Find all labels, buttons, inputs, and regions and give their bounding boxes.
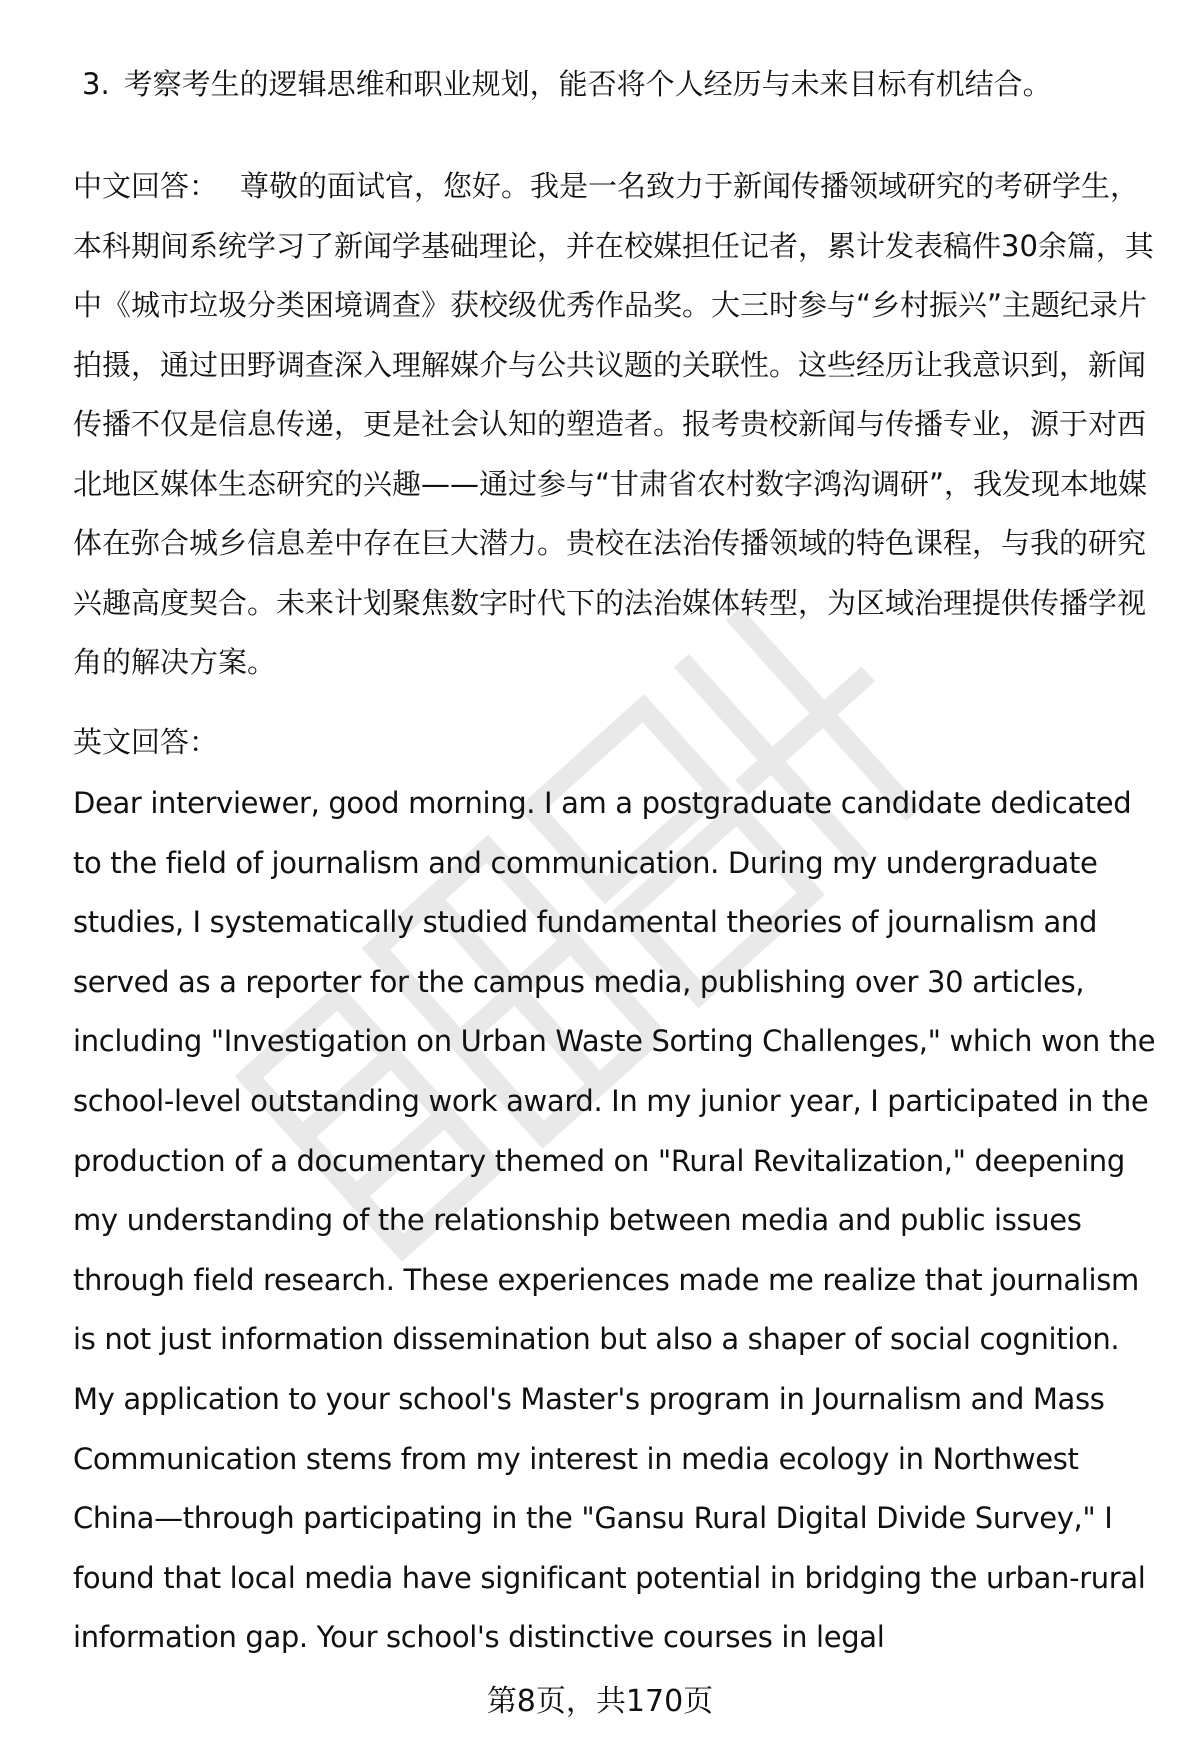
question-item-text: 考察考生的逻辑思维和职业规划，能否将个人经历与未来目标有机结合。 (123, 67, 1052, 101)
chinese-answer-paragraph (73, 157, 1155, 693)
question-item-number: 3. (82, 67, 110, 101)
english-answer-text: Dear interviewer, good morning. I am a postgraduate candidate dedicated to the field of journalism and communication. During my undergraduate studies, I systematically studied fundamental theories of journalism and served as a reporter for the campus media, publishing over 30 articles, including "Investigation on Urban Waste Sorting Challenges," which won the school-level outstanding work award. In my junior year, I participated in the production of a documentary themed on "Rural Revitalization," deepening my understanding of the relationship between media and public issues through field research. These experiences made me realize that journalism is not just information dissemination but also a shaper of social cognition. My application to your school's Master's program in Journalism and Mass Communication stems from my interest in media ecology in Northwest China—through participating in the "Gansu Rural Digital Divide Survey," I found that local media have significant potential in bridging the urban-rural information gap. Your school's distinctive courses in legal (73, 786, 1156, 1655)
chinese-answer-label: 中文回答： (73, 169, 219, 203)
page-indicator: 第8页，共170页 (486, 1684, 714, 1719)
chinese-answer-text: 尊敬的面试官，您好。我是一名致力于新闻传播领域研究的考研学生，本科期间系统学习了新闻学基础理论，并在校媒担任记者，累计发表稿件30余篇，其中《城市垃圾分类困境调查》获校级优秀作品奖。大三时参与“乡村振兴”主题纪录片拍摄，通过田野调查深入理解媒介与公共议题的关联性。这些经历让我意识到，新闻传播不仅是信息传递，更是社会认知的塑造者。报考贵校新闻与传播专业，源于对西北地区媒体生态研究的兴趣——通过参与“甘肃省农村数字鸿沟调研”，我发现本地媒体在弥合城乡信息差中存在巨大潜力。贵校在法治传播领域的特色课程，与我的研究兴趣高度契合。未来计划聚焦数字时代下的法治媒体转型，为区域治理提供传播学视角的解决方案。 (73, 169, 1154, 679)
question-item-3 (82, 62, 1052, 106)
english-answer-label: 英文回答： (73, 725, 219, 759)
